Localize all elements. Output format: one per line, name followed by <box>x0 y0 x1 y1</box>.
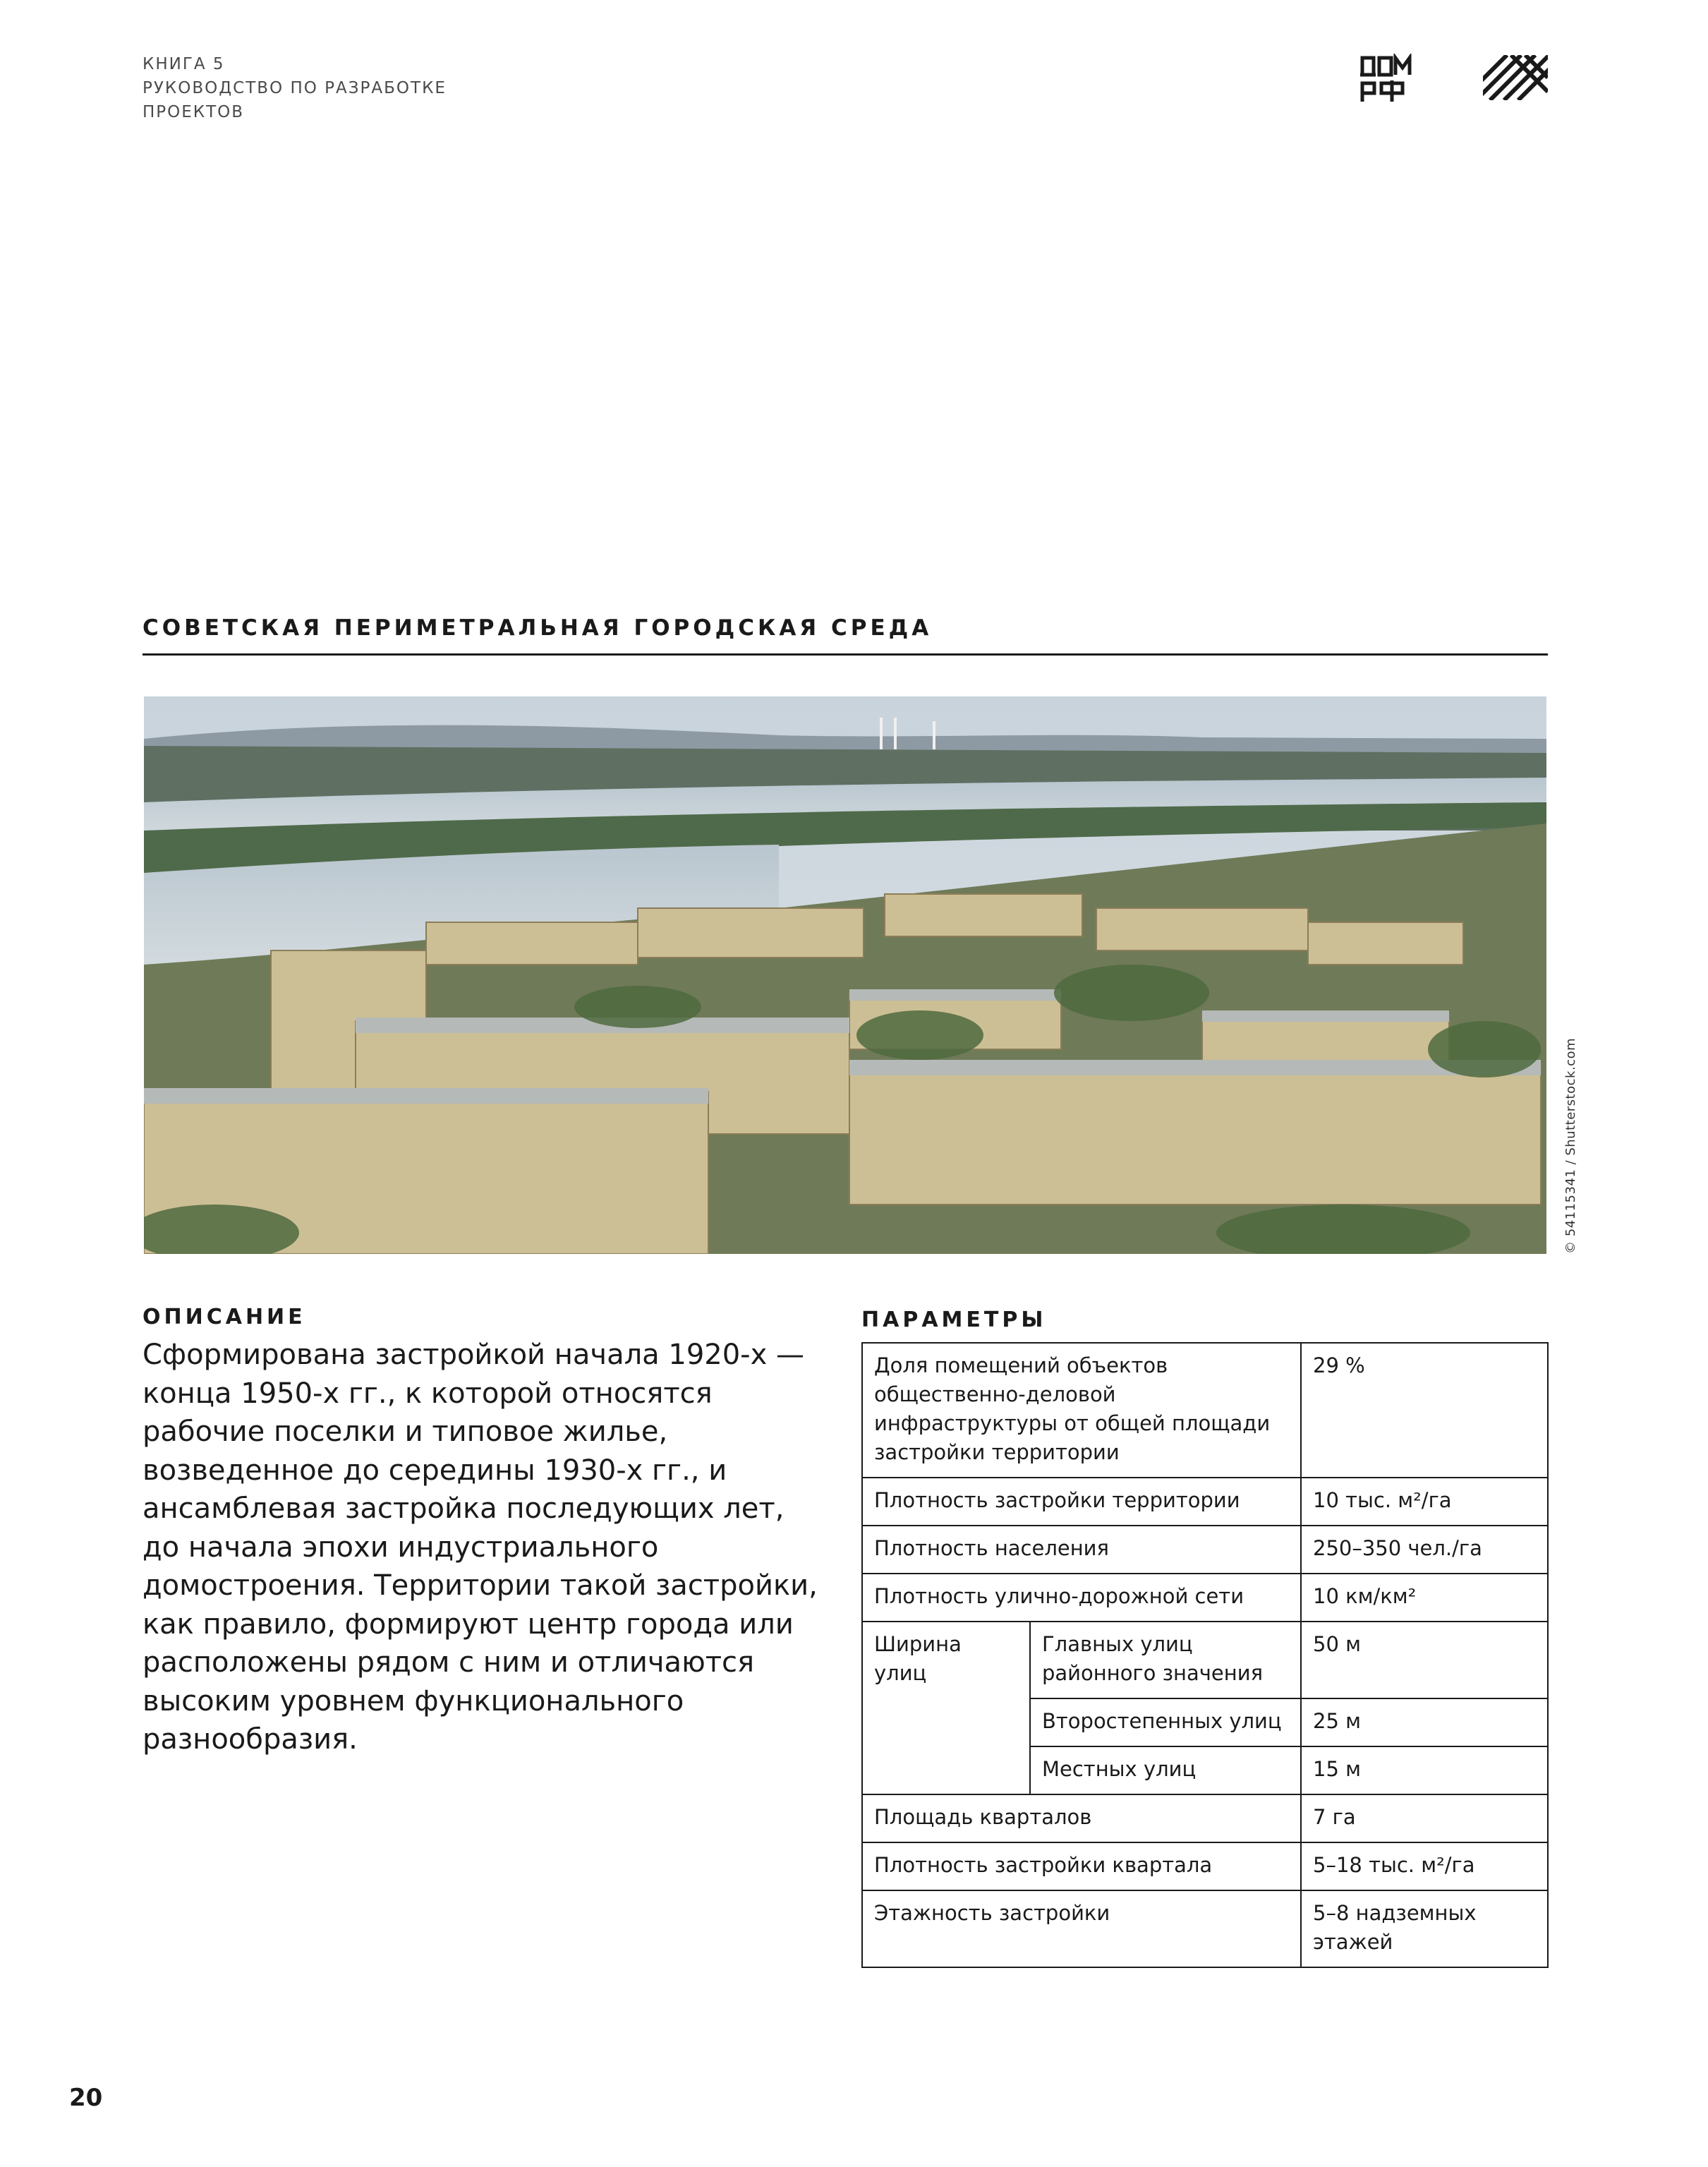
param-value: 10 тыс. м²/га <box>1301 1478 1548 1526</box>
photo-credit: © 54115341 / Shutterstock.com <box>1563 1037 1578 1254</box>
table-row <box>862 1890 1548 1967</box>
param-value: 15 м <box>1301 1746 1548 1794</box>
param-value: 29 % <box>1301 1343 1548 1478</box>
table-row <box>862 1794 1548 1842</box>
section-divider <box>143 653 1548 656</box>
param-value: 25 м <box>1301 1698 1548 1746</box>
hatched-squares-logo-icon <box>1483 55 1548 100</box>
param-value: 250–350 чел./га <box>1301 1526 1548 1574</box>
page-number: 20 <box>69 2084 103 2112</box>
table-row <box>862 1574 1548 1622</box>
param-value: 5–18 тыс. м²/га <box>1301 1842 1548 1890</box>
param-sublabel: Второстепенных улиц <box>1030 1698 1301 1746</box>
param-label: Доля помещений объектов общественно-деловой инфраструктуры от общей площади застройки территории <box>862 1343 1301 1478</box>
param-sublabel: Местных улиц <box>1030 1746 1301 1794</box>
table-row <box>862 1478 1548 1526</box>
photo-illustration <box>144 696 1546 1254</box>
param-label: Площадь кварталов <box>862 1794 1301 1842</box>
table-row <box>862 1842 1548 1890</box>
description-text: Сформирована застройкой начала 1920-х — конца 1950-х гг., к которой относятся рабочие поселки и типовое жилье, возведенное до середины 1930-х гг., и ансамблевая застройка последующих лет, до начала эпохи индустриального домостроения. Территории такой застройки, как правило, формируют центр города или расположены рядом с ним и отличаются высоким уровнем функционального разнообразия. <box>143 1339 818 1756</box>
book-header-line: ПРОЕКТОВ <box>143 103 245 121</box>
param-value: 7 га <box>1301 1794 1548 1842</box>
dom-rf-logo-icon <box>1360 54 1412 104</box>
aerial-city-river-photo <box>144 696 1546 1254</box>
param-label: Этажность застройки <box>862 1890 1301 1967</box>
table-row <box>862 1526 1548 1574</box>
param-label: Плотность улично-дорожной сети <box>862 1574 1301 1622</box>
param-label: Плотность застройки квартала <box>862 1842 1301 1890</box>
param-value: 5–8 надземных этажей <box>1301 1890 1548 1967</box>
param-value: 50 м <box>1301 1622 1548 1698</box>
param-value: 10 км/км² <box>1301 1574 1548 1622</box>
param-sublabel: Главных улиц районного значения <box>1030 1622 1301 1698</box>
section-title: СОВЕТСКАЯ ПЕРИМЕТРАЛЬНАЯ ГОРОДСКАЯ СРЕДА <box>143 615 933 641</box>
param-label: Ширина улиц <box>862 1622 1030 1794</box>
param-label: Плотность застройки территории <box>862 1478 1301 1526</box>
table-row <box>862 1343 1548 1478</box>
table-row <box>862 1622 1548 1698</box>
parameters-heading: ПАРАМЕТРЫ <box>861 1308 1047 1332</box>
param-label: Плотность населения <box>862 1526 1301 1574</box>
book-header <box>143 52 447 124</box>
description-heading: ОПИСАНИЕ <box>143 1305 306 1329</box>
parameters-table <box>861 1342 1549 1968</box>
book-header-line: КНИГА 5 <box>143 55 225 73</box>
book-header-line: РУКОВОДСТВО ПО РАЗРАБОТКЕ <box>143 79 447 97</box>
